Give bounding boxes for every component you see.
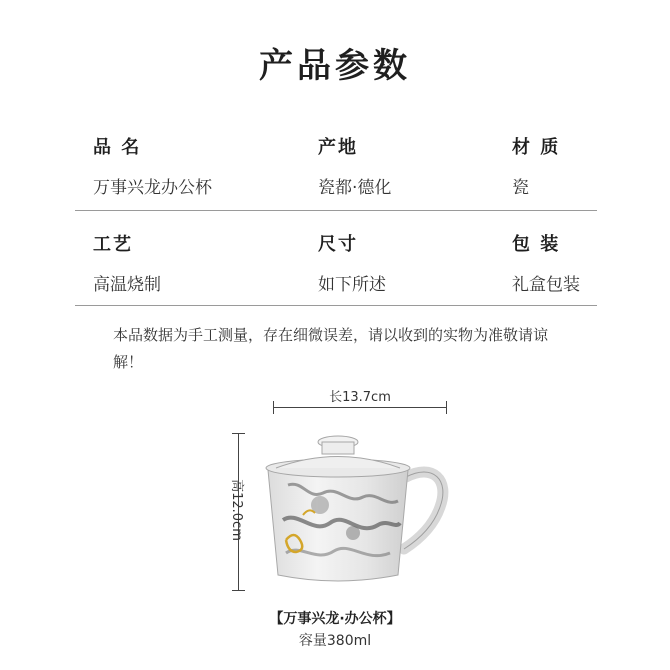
param-size-label: 尺寸 <box>318 234 358 255</box>
param-craft-value: 高温烧制 <box>93 275 161 295</box>
param-size-value: 如下所述 <box>318 275 386 295</box>
param-craft-label: 工艺 <box>93 234 133 255</box>
param-package <box>512 230 580 295</box>
height-dimension-cap-top <box>232 433 245 434</box>
param-material <box>512 133 560 198</box>
param-material-value: 瓷 <box>512 178 529 198</box>
param-name-value: 万事兴龙办公杯 <box>93 178 212 198</box>
param-name-label: 品 名 <box>93 137 142 158</box>
param-origin-value: 瓷都·德化 <box>318 178 392 198</box>
param-size <box>318 230 386 295</box>
param-package-label: 包 装 <box>512 234 561 255</box>
dragon-mug-image <box>258 425 463 595</box>
param-package-value: 礼盒包装 <box>512 275 580 295</box>
length-dimension-cap-right <box>446 401 447 414</box>
measurement-note: 本品数据为手工测量，存在细微误差，请以收到的实物为准敬请谅解！ <box>113 326 549 371</box>
row-divider <box>75 305 597 306</box>
row-divider <box>75 210 597 211</box>
length-dimension-label: 长13.7cm <box>329 390 391 405</box>
param-origin-label: 产地 <box>318 137 358 158</box>
param-craft <box>93 230 161 295</box>
page-title: 产品参数 <box>259 46 411 86</box>
param-origin <box>318 133 391 198</box>
product-caption: 【万事兴龙·办公杯】 <box>269 611 401 627</box>
length-dimension-cap-left <box>273 401 274 414</box>
height-dimension-cap-bottom <box>232 590 245 591</box>
param-material-label: 材 质 <box>512 137 561 158</box>
product-capacity: 容量380ml <box>298 633 372 649</box>
height-dimension-label: 高12.0cm <box>229 479 244 541</box>
param-name <box>93 133 212 198</box>
length-dimension-line <box>273 407 447 408</box>
